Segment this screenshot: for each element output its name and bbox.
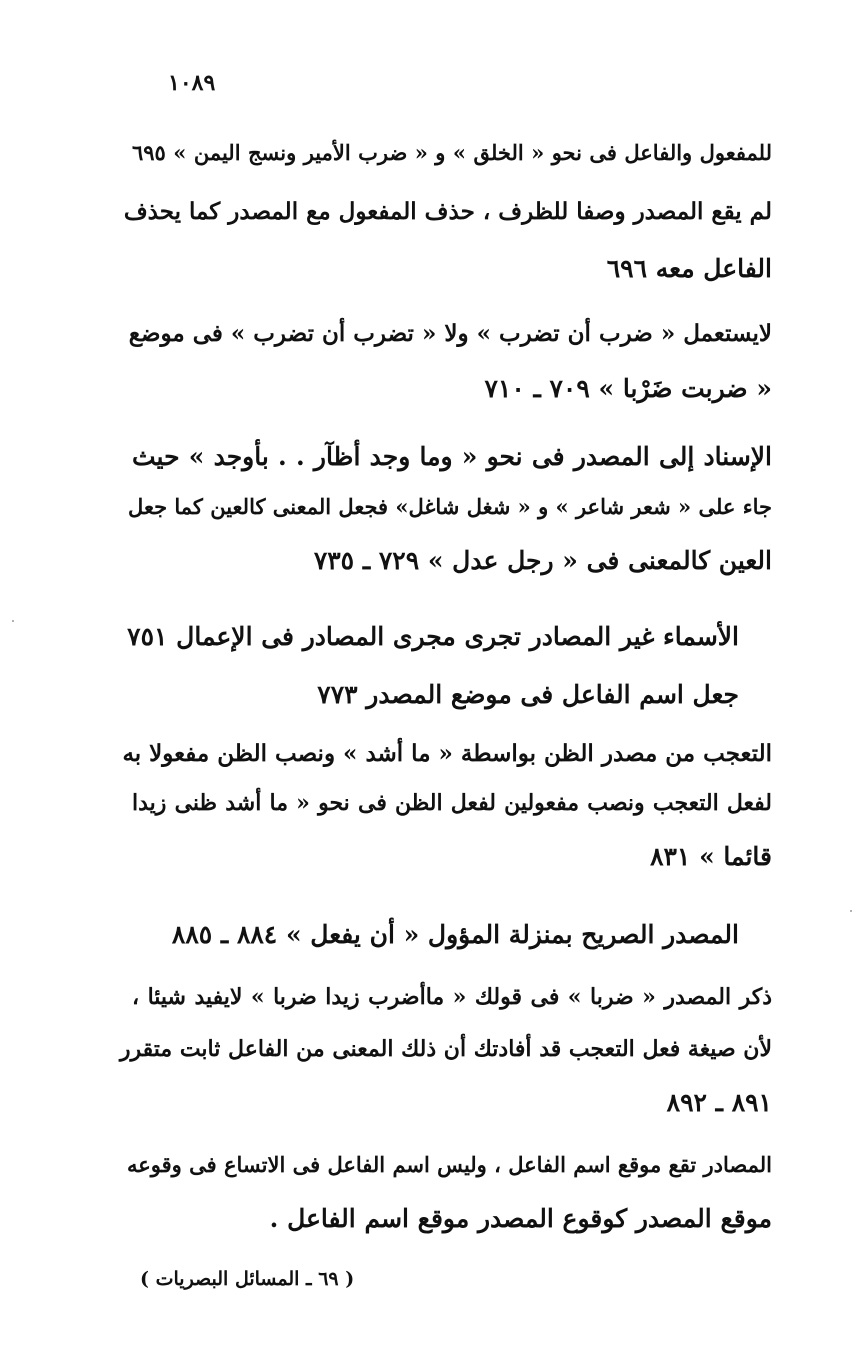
page-number: ١٠٨٩: [168, 70, 216, 96]
footer-signature: ( ٦٩ ـ المسائل البصريات ): [140, 1268, 355, 1290]
text-line: « ضربت ضَرْبا » ٧٠٩ ـ ٧١٠: [484, 374, 772, 403]
text-line: الفاعل معه ٦٩٦: [606, 254, 772, 283]
text-line: الأسماء غير المصادر تجرى مجرى المصادر فى الإعمال ٧٥١: [127, 622, 739, 651]
text-line: الإسناد إلى المصدر فى نحو « وما وجد أظآر . . بأوجد » حيث: [132, 442, 772, 471]
text-line: للمفعول والفاعل فى نحو « الخلق » و « ضرب الأمير ونسج اليمن » ٦٩٥: [132, 140, 772, 165]
text-line: لفعل التعجب ونصب مفعولين لفعل الظن فى نحو « ما أشد ظنى زيدا: [132, 790, 772, 816]
text-line: لم يقع المصدر وصفا للظرف ، حذف المفعول مع المصدر كما يحذف: [123, 198, 772, 225]
text-line: لأن صيغة فعل التعجب قد أفادتك أن ذلك المعنى من الفاعل ثابت متقرر: [119, 1036, 772, 1062]
text-line: قائما » ٨٣١: [650, 842, 772, 871]
text-line: ٨٩١ ـ ٨٩٢: [666, 1088, 772, 1117]
paper-speck: [12, 620, 14, 622]
text-line: التعجب من مصدر الظن بواسطة « ما أشد » ونصب الظن مفعولا به: [122, 740, 772, 767]
text-line: جاء على « شعر شاعر » و « شغل شاغل» فجعل المعنى كالعين كما جعل: [128, 494, 772, 519]
text-line: لايستعمل « ضرب أن تضرب » ولا « تضرب أن تضرب » فى موضع: [128, 320, 772, 347]
text-line: موقع المصدر كوقوع المصدر موقع اسم الفاعل .: [269, 1204, 772, 1233]
text-line: المصادر تقع موقع اسم الفاعل ، وليس اسم الفاعل فى الاتساع فى وقوعه: [126, 1152, 772, 1177]
text-line: ذكر المصدر « ضربا » فى قولك « ماأضرب زيدا ضربا » لايفيد شيئا ،: [132, 984, 772, 1010]
text-line: العين كالمعنى فى « رجل عدل » ٧٢٩ ـ ٧٣٥: [313, 546, 772, 575]
text-line: جعل اسم الفاعل فى موضع المصدر ٧٧٣: [317, 680, 739, 709]
paper-speck: [850, 910, 852, 912]
text-line: المصدر الصريح بمنزلة المؤول « أن يفعل » ٨٨٤ ـ ٨٨٥: [171, 920, 739, 949]
